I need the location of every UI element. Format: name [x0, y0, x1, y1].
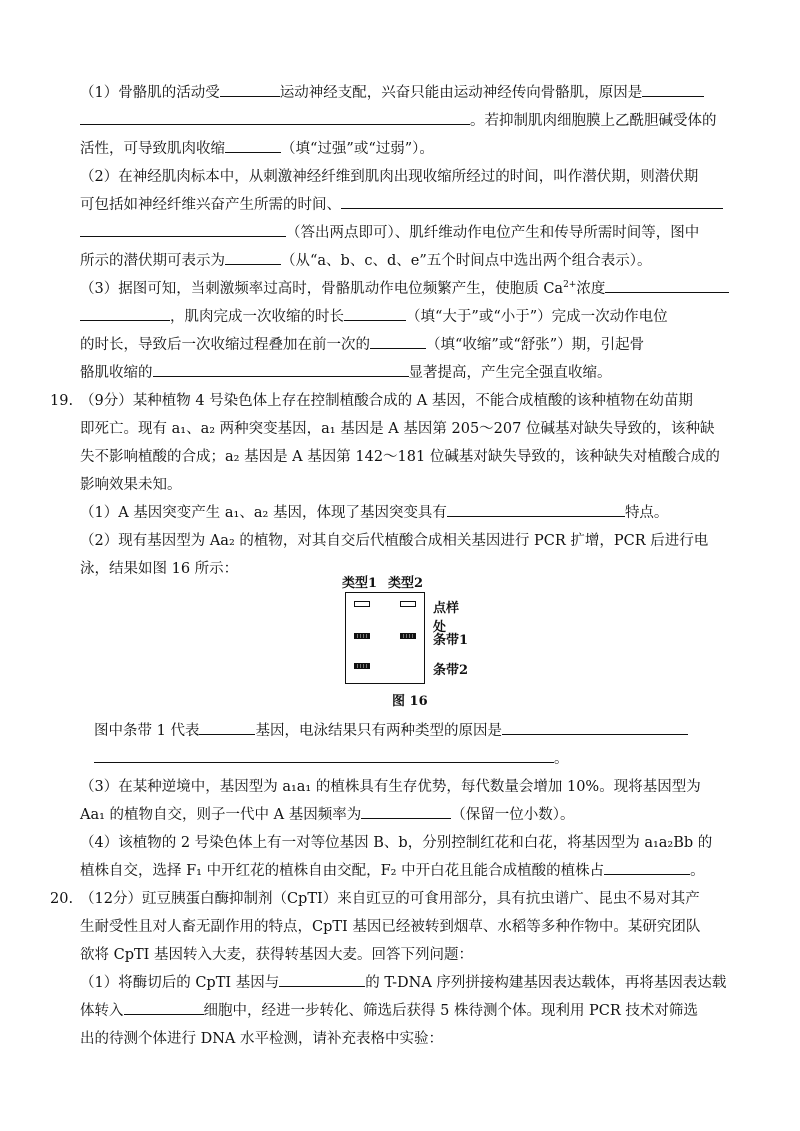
q19-s2-line2 — [80, 558, 238, 580]
q19-stem-line1 — [80, 390, 693, 412]
q18-p1-line2 — [80, 110, 717, 132]
q19-s3-line2 — [80, 804, 574, 826]
figure-caption: 图 16 — [392, 694, 428, 709]
answer-blank[interactable] — [344, 306, 406, 321]
q18-p3-line3 — [80, 334, 644, 356]
text: （2）在神经肌肉标本中，从刺激神经纤维到肌肉出现收缩所经过的时间，叫作潜伏期，则潜伏期 — [80, 169, 699, 185]
answer-blank[interactable] — [605, 278, 729, 293]
text: 体转入 — [80, 1003, 124, 1019]
answer-blank[interactable] — [199, 720, 255, 735]
column-label-type2: 类型2 — [388, 576, 424, 591]
text: （填“过强”或“过弱”）。 — [281, 141, 434, 157]
row-label-band1: 条带1 — [433, 633, 469, 648]
band-type1-band1 — [354, 633, 370, 639]
row-label-band2: 条带2 — [433, 663, 469, 678]
q19-stem-line2 — [80, 418, 714, 440]
answer-blank[interactable] — [124, 1000, 204, 1015]
text: 运动神经支配，兴奋只能由运动神经传向骨骼肌，原因是 — [279, 85, 643, 101]
q19-s1 — [80, 502, 668, 524]
q18-p3-line2 — [80, 306, 668, 328]
text: 细胞中，经进一步转化、筛选后获得 5 株待测个体。现利用 PCR 技术对筛选 — [203, 1003, 698, 1019]
q18-p1-line1 — [80, 82, 704, 104]
answer-blank[interactable] — [502, 720, 688, 735]
text: 影响效果未知。 — [80, 477, 182, 493]
text: 显著提高，产生完全强直收缩。 — [408, 365, 612, 381]
q19-s2-line1 — [80, 530, 708, 552]
q18-p2-line1 — [80, 166, 698, 188]
text: 的 T-DNA 序列拼接构建基因表达载体，再将基因表达载 — [365, 975, 727, 991]
band-type2-band1 — [400, 633, 416, 639]
text: ，肌肉完成一次收缩的时长 — [170, 309, 344, 325]
text: 所示的潜伏期可表示为 — [80, 253, 225, 269]
electrophoresis-figure — [340, 572, 470, 712]
text: （1）将酶切后的 CpTI 基因与 — [80, 975, 280, 991]
q18-p3-line1 — [80, 278, 729, 300]
q20-s1-line3 — [80, 1028, 443, 1050]
text: 骼肌收缩的 — [80, 365, 153, 381]
answer-blank[interactable] — [279, 972, 365, 987]
text: 即死亡。现有 a₁、a₂ 两种突变基因，a₁ 基因是 A 基因第 205～207 位碱基对缺失导致的，该种缺 — [80, 421, 715, 437]
text: 。若抑制肌肉细胞膜上乙酰胆碱受体的 — [470, 113, 717, 129]
text: 基因，电泳结果只有两种类型的原因是 — [255, 723, 502, 739]
text: （1）A 基因突变产生 a₁、a₂ 基因，体现了基因突变具有 — [80, 505, 447, 521]
text: （3）在某种逆境中，基因型为 a₁a₁ 的植株具有生存优势，每代数量会增加 10%。现将基因型为 — [80, 779, 701, 795]
text: 泳，结果如图 16 所示： — [80, 561, 239, 577]
answer-blank[interactable] — [370, 334, 426, 349]
q19-s3-line1 — [80, 776, 701, 798]
text: 。 — [690, 863, 705, 879]
text: 。 — [554, 751, 569, 767]
text: （填“收缩”或“舒张”）期，引起骨 — [426, 337, 645, 353]
text: （4）该植物的 2 号染色体上有一对等位基因 B、b，分别控制红花和白花，将基因型为 a₁a₂Bb 的 — [80, 835, 713, 851]
q20-s1-line2 — [80, 1000, 698, 1022]
gel-box — [345, 592, 425, 684]
answer-blank[interactable] — [220, 82, 280, 97]
answer-blank[interactable] — [604, 860, 690, 875]
q20-stem-line1 — [80, 888, 700, 910]
text: 失不影响植酸的合成；a₂ 基因是 A 基因第 142～181 位碱基对缺失导致的，该种缺失对植酸合成的 — [80, 449, 720, 465]
text: 植株自交，选择 F₁ 中开红花的植株自由交配，F₂ 中开白花且能合成植酸的植株占 — [80, 863, 605, 879]
q18-p2-line4 — [80, 250, 651, 272]
column-label-type1: 类型1 — [342, 576, 378, 591]
text: （2）现有基因型为 Aa₂ 的植物，对其自交后代植酸合成相关基因进行 PCR 扩增，PCR 后进行电 — [80, 533, 709, 549]
superscript: 2+ — [563, 280, 577, 291]
text: （填“大于”或“小于”）完成一次动作电位 — [406, 309, 668, 325]
q18-p1-line3 — [80, 138, 434, 160]
answer-blank[interactable] — [642, 82, 704, 97]
answer-blank[interactable] — [341, 194, 723, 209]
q18-p3-line4 — [80, 362, 612, 384]
answer-blank[interactable] — [447, 502, 625, 517]
answer-blank[interactable] — [80, 222, 286, 237]
text: （保留一位小数）。 — [451, 807, 575, 823]
answer-blank[interactable] — [94, 748, 554, 763]
q19-s4-line2 — [80, 860, 705, 882]
row-label-well: 点样处 — [433, 601, 460, 635]
q20-stem-line2 — [80, 916, 700, 938]
text: 特点。 — [624, 505, 669, 521]
text: （从“a、b、c、d、e”五个时间点中选出两个组合表示）。 — [281, 253, 652, 269]
q20-s1-line1 — [80, 972, 726, 994]
text: （12分）豇豆胰蛋白酶抑制剂（CpTI）来自豇豆的可食用部分，具有抗虫谱广、昆虫不易对其产 — [80, 891, 700, 907]
band-type1-band2 — [354, 663, 370, 669]
q19-s4-line1 — [80, 832, 712, 854]
text: 图中条带 1 代表 — [94, 723, 200, 739]
answer-blank[interactable] — [225, 250, 281, 265]
text: 浓度 — [576, 281, 606, 297]
q19-s2-line4 — [94, 748, 569, 770]
answer-blank[interactable] — [225, 138, 281, 153]
text: （9分）某种植物 4 号染色体上存在控制植酸合成的 A 基因，不能合成植酸的该种植物在幼苗期 — [80, 393, 693, 409]
answer-blank[interactable] — [361, 804, 451, 819]
text: （3）据图可知，当刺激频率过高时，骨骼肌动作电位频繁产生，使胞质 Ca — [80, 281, 564, 297]
sample-well-1 — [354, 601, 370, 607]
text: 活性，可导致肌肉收缩 — [80, 141, 225, 157]
q19-s2-line3 — [94, 720, 688, 742]
answer-blank[interactable] — [80, 306, 170, 321]
text: （1）骨骼肌的活动受 — [80, 85, 220, 101]
sample-well-2 — [400, 601, 416, 607]
text: 出的待测个体进行 DNA 水平检测，请补充表格中实验： — [80, 1031, 444, 1047]
text: 可包括如神经纤维兴奋产生所需的时间、 — [80, 197, 341, 213]
q20-stem-line3 — [80, 944, 473, 966]
q19-stem-line3 — [80, 446, 720, 468]
answer-blank[interactable] — [80, 110, 470, 125]
q18-p2-line2 — [80, 194, 723, 216]
text: 生耐受性且对人畜无副作用的特点，CpTI 基因已经被转到烟草、水稻等多种作物中。某研究团队 — [80, 919, 701, 935]
text: （答出两点即可）、肌纤维动作电位产生和传导所需时间等，图中 — [286, 225, 700, 241]
q19-stem-line4 — [80, 474, 182, 496]
text: Aa₁ 的植物自交，则子一代中 A 基因频率为 — [80, 807, 362, 823]
answer-blank[interactable] — [153, 362, 409, 377]
q20-number: 20. — [50, 891, 74, 907]
text: 欲将 CpTI 基因转入大麦，获得转基因大麦。回答下列问题： — [80, 947, 473, 963]
q18-p2-line3 — [80, 222, 699, 244]
q19-number: 19. — [50, 393, 74, 409]
text: 的时长，导致后一次收缩过程叠加在前一次的 — [80, 337, 370, 353]
